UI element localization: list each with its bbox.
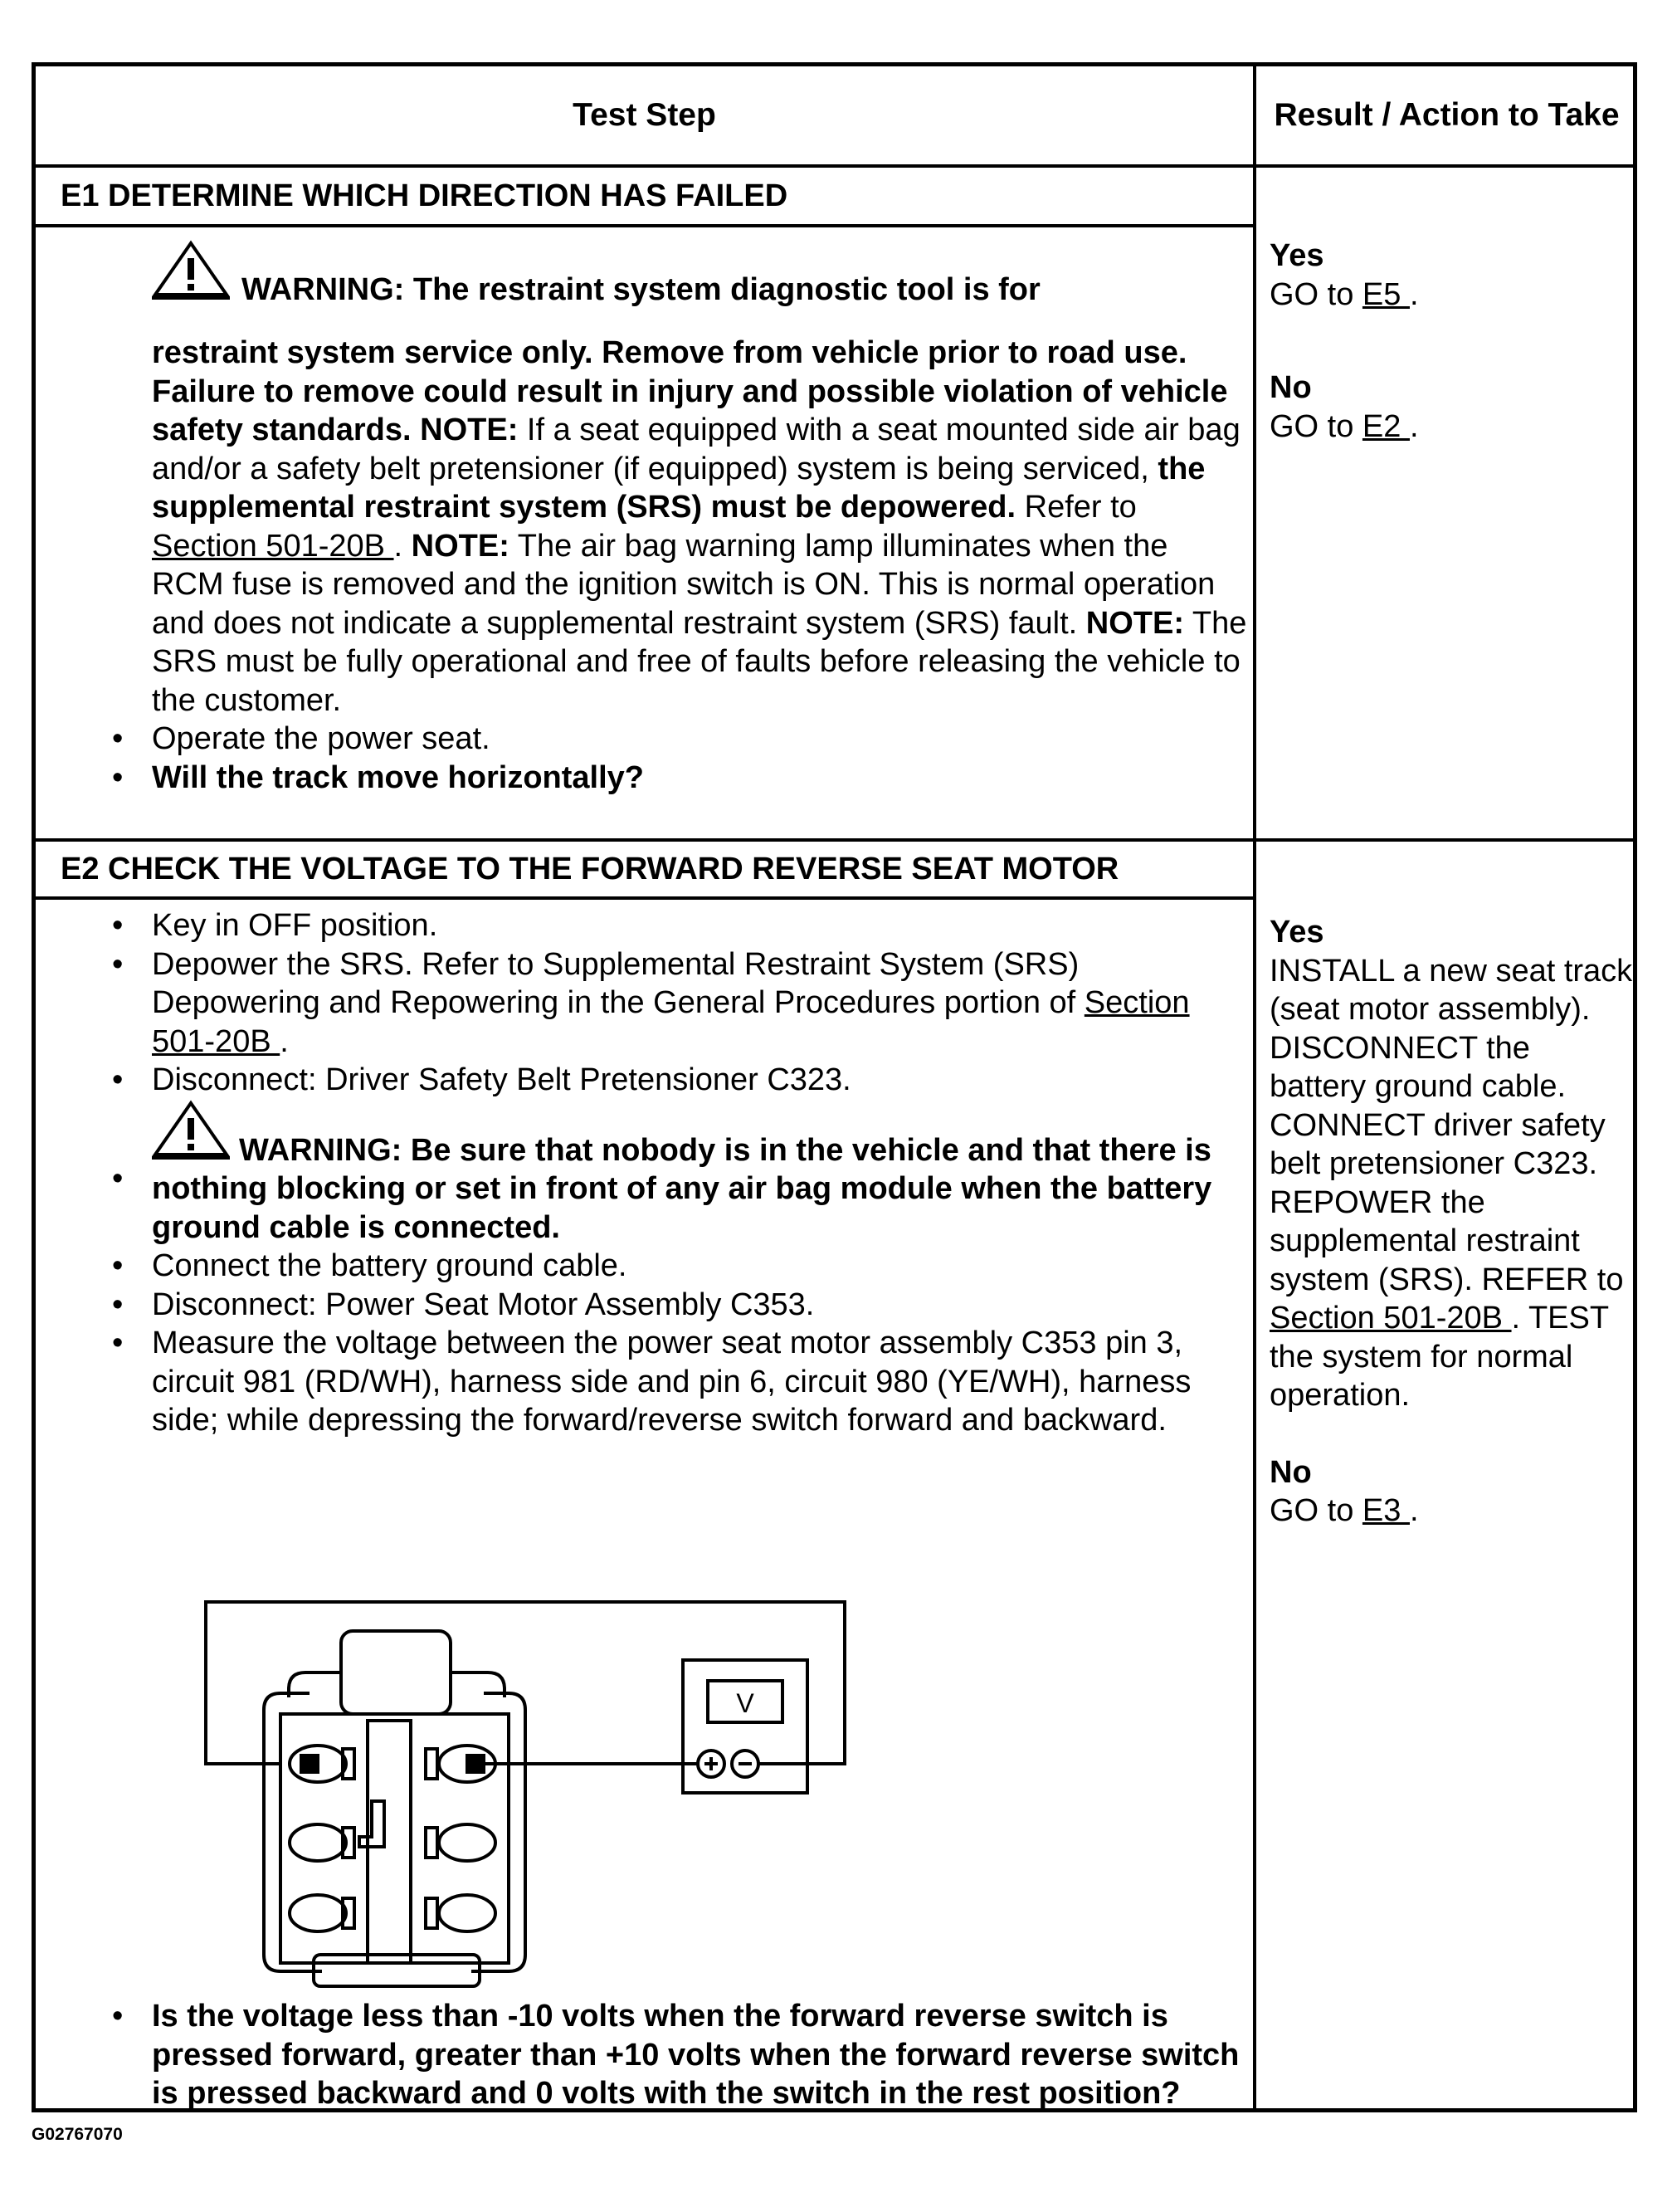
e1-note1-end: . bbox=[393, 528, 412, 564]
e2-yes-text2: . TEST the system for normal operation. bbox=[1270, 1301, 1609, 1413]
e2-yes-text: INSTALL a new seat track (seat motor assembly). DISCONNECT the battery ground cable. CONNECT driver safety belt pretensioner C323. REPOWER the supplemental restraint system (SRS). REFER to bbox=[1270, 953, 1633, 1297]
e1-yes-label: Yes bbox=[1270, 238, 1324, 273]
e1-title-divider bbox=[36, 224, 1253, 227]
e2-bullet-question: • Is the voltage less than -10 volts when the forward reverse switch is pressed forward, greater than +10 volts when the forward reverse switch is pressed backward and 0 volts with the switch in the rest position? bbox=[112, 1999, 1240, 2111]
e2-yes-label: Yes bbox=[1270, 915, 1324, 950]
e1-bullet-question: • Will the track move horizontally? bbox=[112, 759, 644, 795]
e1-yes-link[interactable]: E5 bbox=[1362, 276, 1410, 312]
e1-no-link[interactable]: E2 bbox=[1362, 408, 1410, 444]
connector-c353 bbox=[264, 1631, 525, 1986]
e2-bullet-warning: • WARNING: Be sure that nobody is in the vehicle and that there is nothing blocking or set in front of any air bag module when the battery ground cable is connected. bbox=[152, 1111, 1247, 1248]
e2-bullet-connect-ground-text: Connect the battery ground cable. bbox=[152, 1248, 627, 1283]
e2-bullet-connect-ground: • Connect the battery ground cable. bbox=[112, 1248, 627, 1283]
e2-no-action bbox=[1270, 1492, 1634, 1531]
e2-bullet-measure: • Measure the voltage between the power seat motor assembly C353 pin 3, circuit 981 (RD/WH), harness side and pin 6, circuit 980 (YE/WH), harness side; while depressing the forward/reverse switch forward and backward. bbox=[112, 1326, 1192, 1438]
e1-yes-go: GO to bbox=[1270, 276, 1362, 312]
e1-warning-rest: restraint system service only. Remove from vehicle prior to road use. Failure to remove could result in injury and possible violation of vehicle safety standards. bbox=[152, 335, 1228, 447]
e1-no-action bbox=[1270, 408, 1634, 447]
e2-yes-section-link[interactable]: Section 501-20B bbox=[1270, 1301, 1512, 1336]
e2-content bbox=[112, 906, 1247, 1440]
warning-triangle-icon bbox=[152, 240, 230, 310]
e2-bullet-measure-text: Measure the voltage between the power seat motor assembly C353 pin 3, circuit 981 (RD/WH), harness side and pin 6, circuit 980 (YE/WH), harness side; while depressing the forward/reverse switch forward and backward. bbox=[152, 1326, 1192, 1438]
e2-yes-action bbox=[1270, 952, 1634, 1415]
e1-note1-label: NOTE: bbox=[420, 413, 519, 447]
e1-no-end: . bbox=[1409, 408, 1419, 444]
e2-bullet-disconnect-c353: • Disconnect: Power Seat Motor Assembly C353. bbox=[112, 1287, 815, 1322]
warning-triangle-icon bbox=[152, 1100, 230, 1169]
e2-no-label: No bbox=[1270, 1454, 1312, 1490]
voltmeter-connector-diagram bbox=[185, 1523, 865, 1988]
e1-no-go: GO to bbox=[1270, 408, 1362, 444]
e2-bullet-key-off-text: Key in OFF position. bbox=[152, 908, 438, 943]
e2-no-go: GO to bbox=[1270, 1493, 1362, 1528]
voltmeter bbox=[484, 1660, 816, 1793]
e1-note2-label: NOTE: bbox=[411, 528, 509, 564]
header-test-step: Test Step bbox=[573, 96, 716, 133]
diagnostic-table bbox=[32, 62, 1637, 2112]
e2-bullet-key-off: • Key in OFF position. bbox=[112, 908, 438, 943]
e1-warning-lead: WARNING: The restraint system diagnostic tool is for bbox=[241, 271, 1041, 307]
e2-bullet-disconnect-c323-text: Disconnect: Driver Safety Belt Pretensioner C323. bbox=[152, 1062, 851, 1097]
e2-bullet-depower-text: Depower the SRS. Refer to Supplemental Restraint System (SRS) Depowering and Repowering in the General Procedures portion of bbox=[152, 946, 1085, 1020]
e1-title: E1 DETERMINE WHICH DIRECTION HAS FAILED bbox=[61, 178, 788, 213]
e1-warning-line bbox=[152, 232, 1247, 309]
e2-result bbox=[1256, 913, 1634, 1531]
e2-no-end: . bbox=[1409, 1493, 1419, 1528]
e2-question-text: Is the voltage less than -10 volts when the forward reverse switch is pressed forward, greater than +10 volts when the forward reverse switch is pressed backward and 0 volts with the switch in the rest position? bbox=[152, 1999, 1240, 2111]
e1-section-link[interactable]: Section 501-20B bbox=[152, 528, 394, 564]
e1-bullet-operate-text: Operate the power seat. bbox=[152, 721, 490, 756]
header-result-action: Result / Action to Take bbox=[1274, 96, 1620, 133]
e2-bullet-depower: • Depower the SRS. Refer to Supplemental Restraint System (SRS) Depowering and Repowering in the General Procedures portion of Section 501-20B . bbox=[112, 946, 1190, 1059]
e1-no-label: No bbox=[1270, 370, 1312, 405]
e2-no-link[interactable]: E3 bbox=[1362, 1493, 1410, 1528]
e1-note1-bold: the supplemental restraint system (SRS) must be depowered. bbox=[152, 451, 1206, 525]
e1-note3-text: The SRS must be fully operational and free of faults before releasing the vehicle to the customer. bbox=[152, 605, 1247, 718]
voltmeter-label: V bbox=[736, 1688, 754, 1718]
e1-note2-text: The air bag warning lamp illuminates when the RCM fuse is removed and the ignition switch is ON. This is normal operation and does not indicate a supplemental restraint system (SRS) fault. bbox=[152, 528, 1216, 641]
e1-note1-refer: Refer to bbox=[1016, 490, 1137, 525]
e2-bullet-disconnect-c323: • Disconnect: Driver Safety Belt Pretensioner C323. bbox=[112, 1062, 851, 1097]
e1-note1-text: If a seat equipped with a seat mounted side air bag and/or a safety belt pretensioner (if equipped) system is being serviced, bbox=[152, 413, 1241, 486]
e2-title: E2 CHECK THE VOLTAGE TO THE FORWARD REVERSE SEAT MOTOR bbox=[61, 851, 1119, 886]
e1-bullet-operate: • Operate the power seat. bbox=[112, 721, 490, 756]
e1-bullet-question-text: Will the track move horizontally? bbox=[152, 759, 644, 795]
e2-bullet-disconnect-c353-text: Disconnect: Power Seat Motor Assembly C353. bbox=[152, 1287, 815, 1322]
e2-bullet-depower-end: . bbox=[280, 1023, 289, 1059]
figure-code: G02767070 bbox=[32, 2125, 123, 2144]
e1-yes-action bbox=[1270, 276, 1634, 315]
e2-depower-section-link[interactable]: Section 501-20B bbox=[152, 985, 1190, 1059]
e2-warning-text: WARNING: Be sure that nobody is in the vehicle and that there is nothing blocking or set in front of any air bag module when the battery ground cable is connected. bbox=[152, 1132, 1212, 1245]
e1-yes-end: . bbox=[1409, 276, 1419, 312]
e2-title-divider bbox=[36, 896, 1253, 900]
e1-content bbox=[112, 232, 1247, 797]
e1-result bbox=[1256, 237, 1634, 446]
e2-question-block bbox=[112, 1997, 1247, 2113]
e1-note3-label: NOTE: bbox=[1085, 605, 1185, 641]
